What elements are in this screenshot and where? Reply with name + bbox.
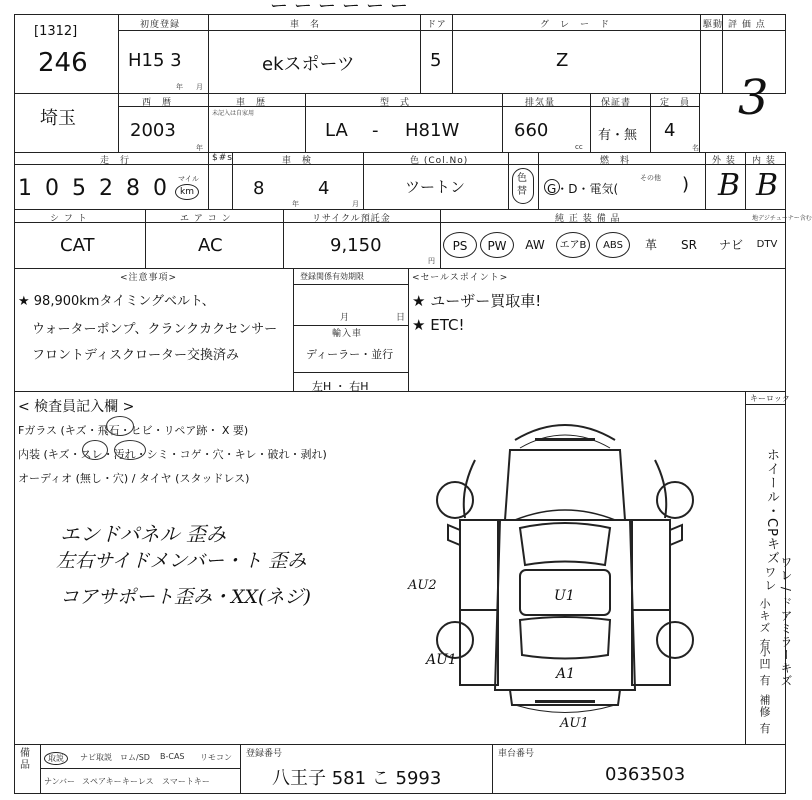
plate-label: 登録番号: [246, 749, 283, 759]
exterior-value: B: [718, 168, 741, 203]
model-label: 型 式: [380, 98, 411, 108]
fuel-close: ): [682, 174, 690, 195]
handwritten-line-1: エンドパネル 歪み: [60, 522, 226, 546]
item-row1-2: ロム/SD: [120, 753, 150, 762]
items-label: 備 品: [20, 748, 30, 771]
inspector-line-1: Fガラス (キズ・飛石・ヒビ・リペア跡・ X 要): [18, 424, 249, 437]
chassis-label: 車台番号: [498, 749, 535, 759]
inspection-year: 8: [253, 178, 265, 199]
tuner-label: 地デジチューナー含む: [752, 215, 812, 222]
item-row2-2: キーレス: [122, 777, 154, 786]
first-reg-year-unit: 年: [176, 83, 183, 91]
interior-value: B: [756, 168, 779, 203]
equipment-2: AW: [525, 238, 545, 252]
equipment-0: PS: [443, 232, 477, 258]
import-value: ディーラー・並行: [306, 348, 394, 361]
color-change: 色替: [517, 173, 527, 197]
notes-label: <注意事項>: [120, 273, 178, 283]
mark-au1-left: AU1: [426, 652, 457, 668]
door-value: 5: [430, 50, 442, 71]
legend-crack: ワレ: [763, 566, 777, 592]
handwritten-line-3: コアサポート歪み・XX(ネジ): [60, 586, 311, 608]
door-label: ドア: [427, 20, 447, 30]
history-note: 未記入は自家用: [212, 110, 255, 117]
equipment-8: DTV: [756, 239, 778, 250]
year-label: 西 暦: [142, 98, 173, 108]
mark-u1: U1: [554, 588, 575, 604]
sheet-title: ーーーーーー: [270, 0, 414, 17]
note-line-2: ウォーターポンプ、クランクカクセンサー: [32, 322, 278, 337]
mileage-value: 105280: [18, 176, 180, 201]
recycle-label: リサイクル預託金: [312, 214, 391, 224]
drive-label: 駆動: [703, 20, 724, 30]
equip-label: 純 正 装 備 品: [555, 214, 621, 224]
equipment-3: エアB: [556, 232, 590, 258]
stain-circle: [114, 440, 146, 460]
year-unit: 年: [196, 144, 203, 152]
import-handle: 左H ・ 右H: [312, 380, 369, 393]
inspection-label: 車 検: [282, 156, 313, 166]
model-dash: -: [372, 120, 379, 141]
capacity-label: 定 員: [660, 98, 691, 108]
car-name-value: ekスポーツ: [262, 54, 355, 75]
handwritten-line-2: 左右サイドメンバー・ト 歪み: [56, 550, 307, 572]
legend-repair: 補修 有: [758, 694, 771, 735]
recycle-unit: 円: [428, 257, 435, 265]
import-label: 輸入車: [332, 329, 363, 339]
shift-value: CAT: [60, 235, 95, 256]
reg-expiry-label: 登録関係有効期限: [300, 272, 364, 281]
dollar-label: $#s: [212, 153, 233, 163]
ac-label: エ ア コ ン: [180, 214, 232, 224]
grade-label: グ レ ー ド: [540, 20, 611, 30]
ac-value: AC: [198, 235, 223, 256]
recycle-value: 9,150: [330, 235, 382, 256]
equipment-6: SR: [681, 238, 697, 252]
legend-small-dent: 小凹 有: [758, 646, 771, 687]
sales-label: <セールスポイント>: [412, 273, 509, 283]
equipment-4: ABS: [596, 232, 630, 258]
inspection-month: 4: [318, 178, 330, 199]
region-value: 埼玉: [40, 108, 76, 129]
item-row2-0: ナンバー: [44, 777, 76, 786]
displacement-label: 排気量: [525, 98, 556, 108]
lot-prefix: [1312]: [34, 24, 78, 39]
note-line-1: ★ 98,900kmタイミングベルト、: [18, 294, 215, 309]
item-row1-4: リモコン: [200, 753, 232, 762]
mileage-unit-mile: マイル: [178, 175, 199, 183]
reg-month: 月: [340, 313, 350, 323]
legend-small-scratch: 小キズ 有: [758, 598, 771, 651]
inspection-month-unit: 月: [352, 200, 359, 208]
stone-chip-circle: [106, 416, 134, 436]
inspector-line-2: 内装 (キズ・スレ・汚れ・シミ・コゲ・穴・キレ・破れ・剥れ): [18, 448, 327, 461]
scuff-circle: [82, 440, 108, 460]
legend-wheel: ホイール・CPキズ: [764, 448, 779, 565]
item-row1-0: 取説: [44, 752, 68, 765]
mark-au2: AU2: [408, 578, 437, 593]
eval-label: 評 価 点: [728, 20, 766, 30]
mileage-label: 走 行: [100, 156, 131, 166]
fuel-other: その他: [640, 174, 661, 182]
model-prefix: LA: [325, 120, 348, 141]
item-row1-3: B-CAS: [160, 752, 185, 761]
grade-value: Z: [556, 50, 569, 71]
reg-day: 日: [396, 313, 406, 323]
eval-score: 3: [738, 70, 769, 126]
car-name-label: 車 名: [290, 20, 321, 30]
exterior-label: 外 装: [712, 156, 736, 166]
first-reg-value: H15 3: [128, 50, 182, 71]
warranty-label: 保証書: [601, 98, 632, 108]
mileage-unit-km: km: [175, 184, 199, 200]
displacement-unit: cc: [575, 143, 583, 151]
capacity-value: 4: [664, 120, 676, 141]
equipment-1: PW: [480, 232, 514, 258]
inspection-year-unit: 年: [292, 200, 299, 208]
interior-label: 内 装: [752, 156, 776, 166]
mark-au1-rear: AU1: [560, 716, 589, 731]
warranty-value: 有・無: [598, 128, 638, 143]
legend-mirror: ワレ / ドアミラーキズ: [779, 556, 793, 688]
shift-label: シ フ ト: [50, 214, 88, 224]
inspector-label: < 検査員記入欄 >: [18, 399, 135, 415]
color-label: 色 (Col.No): [410, 156, 469, 166]
note-line-3: フロントディスクローター交換済み: [32, 348, 239, 363]
capacity-unit: 名: [692, 144, 699, 152]
plate-value: 八王子 581 こ 5993: [272, 768, 442, 789]
car-diagram: [420, 400, 720, 740]
fuel-value: G・D・電気(: [547, 182, 619, 196]
row-4-frame: [14, 209, 786, 269]
item-row2-3: スマートキー: [162, 777, 210, 786]
chassis-value: 0363503: [605, 764, 686, 785]
history-label: 車 歴: [236, 98, 267, 108]
equipment-7: ナビ: [718, 238, 743, 252]
item-row1-1: ナビ取説: [80, 753, 112, 762]
first-reg-label: 初度登録: [140, 20, 181, 30]
inspector-line-3: オーディオ (無し・穴) / タイヤ (スタッドレス): [18, 472, 250, 485]
year-value: 2003: [130, 120, 176, 141]
lot-number: 246: [38, 48, 88, 78]
sales-line-1: ★ ユーザー買取車!: [412, 292, 542, 310]
color-value: ツートン: [405, 178, 466, 196]
sales-line-2: ★ ETC!: [412, 316, 465, 334]
fuel-label: 燃 料: [600, 156, 631, 166]
equipment-5: 革: [644, 238, 657, 252]
row-2-frame: [14, 93, 700, 153]
model-value: H81W: [405, 120, 460, 141]
item-row2-1: スペアキー: [82, 777, 122, 786]
mark-a1: A1: [556, 666, 576, 682]
first-reg-month-unit: 月: [196, 83, 203, 91]
displacement-value: 660: [514, 120, 549, 141]
key-lock-label: キーロック: [750, 394, 790, 403]
